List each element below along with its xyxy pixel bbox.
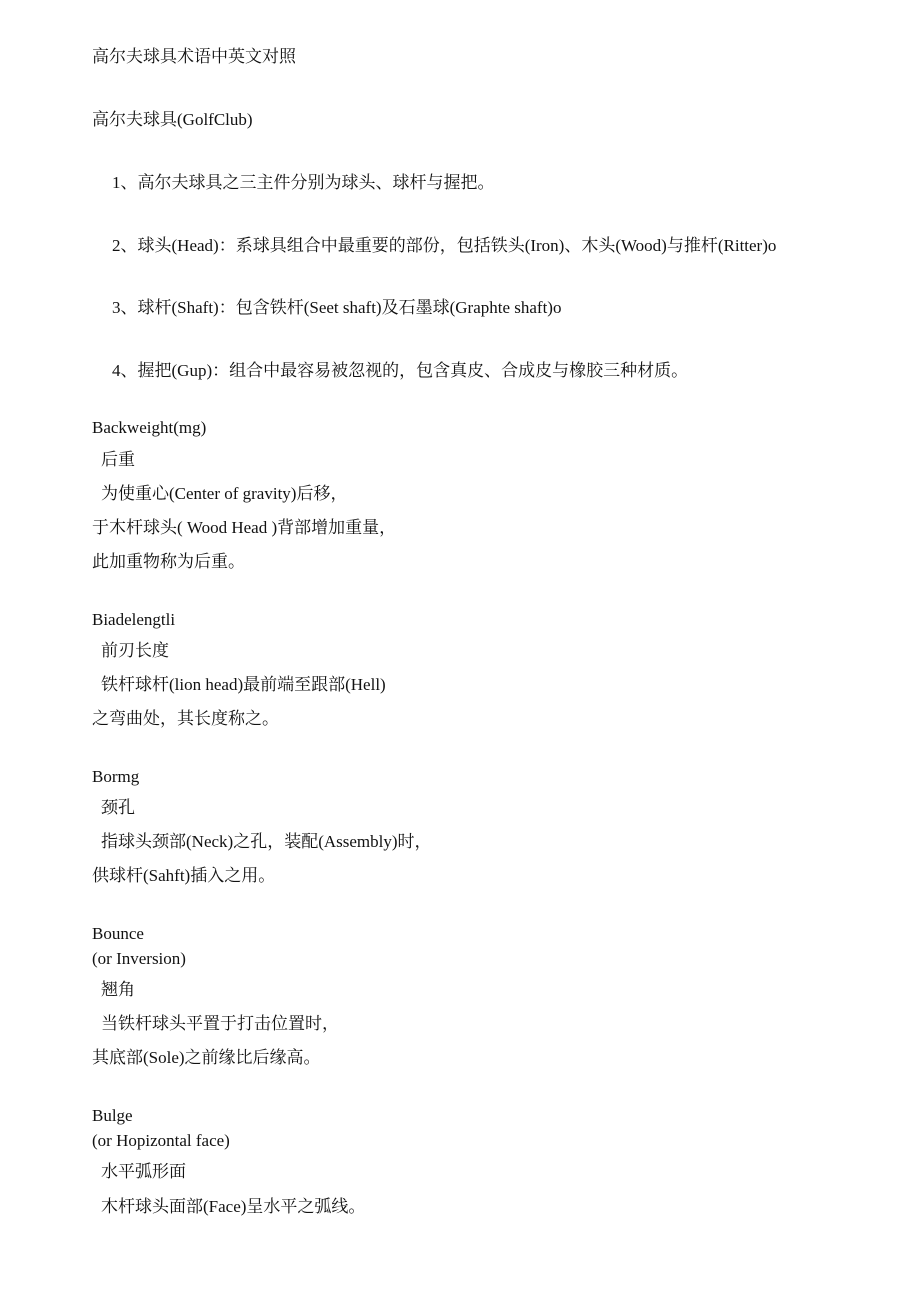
term-description: 供球杆(Sahft)插入之用。 [92,866,276,885]
term-description: 为使重心(Center of gravity)后移， [101,484,348,503]
term-english-alt: (or Inversion) [92,949,186,968]
term-english: Backweight(mg) [92,418,207,437]
term-description: 当铁杆球头平置于打击位置时， [101,1014,339,1033]
term-chinese: 后重 [101,450,135,469]
term-description: 于木杆球头( Wood Head )背部增加重量， [92,518,397,537]
term-description: 木杆球头面部(Face)呈水平之弧线。 [101,1197,366,1216]
list-item: 2、球头(Head)：系球具组合中最重要的部份，包括铁头(Iron)、木头(Wood)与推杆(Ritter)o [112,236,777,255]
document-title: 高尔夫球具术语中英文对照 [92,47,296,66]
term-description: 此加重物称为后重。 [92,552,245,571]
term-english: Bounce [92,924,144,943]
term-description: 之弯曲处，其长度称之。 [92,709,279,728]
list-item: 3、球杆(Shaft)：包含铁杆(Seet shaft)及石墨球(Graphte shaft)o [112,298,562,317]
term-english: Bormg [92,767,140,786]
term-chinese: 翘角 [101,980,135,999]
list-item: 4、握把(Gup)：组合中最容易被忽视的，包含真皮、合成皮与橡胶三种材质。 [112,361,689,380]
term-description: 其底部(Sole)之前缘比后缘高。 [92,1048,321,1067]
term-english: Biadelengtli [92,610,176,629]
term-chinese: 水平弧形面 [101,1162,186,1181]
term-chinese: 颈孔 [101,798,135,817]
term-description: 铁杆球杆(lion head)最前端至跟部(Hell) [101,675,386,694]
section-title: 高尔夫球具(GolfClub) [92,110,253,129]
list-item: 1、高尔夫球具之三主件分别为球头、球杆与握把。 [112,173,495,192]
term-description: 指球头颈部(Neck)之孔，装配(Assembly)时， [101,832,432,851]
term-chinese: 前刃长度 [101,641,169,660]
term-english: Bulge [92,1106,133,1125]
term-english-alt: (or Hopizontal face) [92,1131,230,1150]
